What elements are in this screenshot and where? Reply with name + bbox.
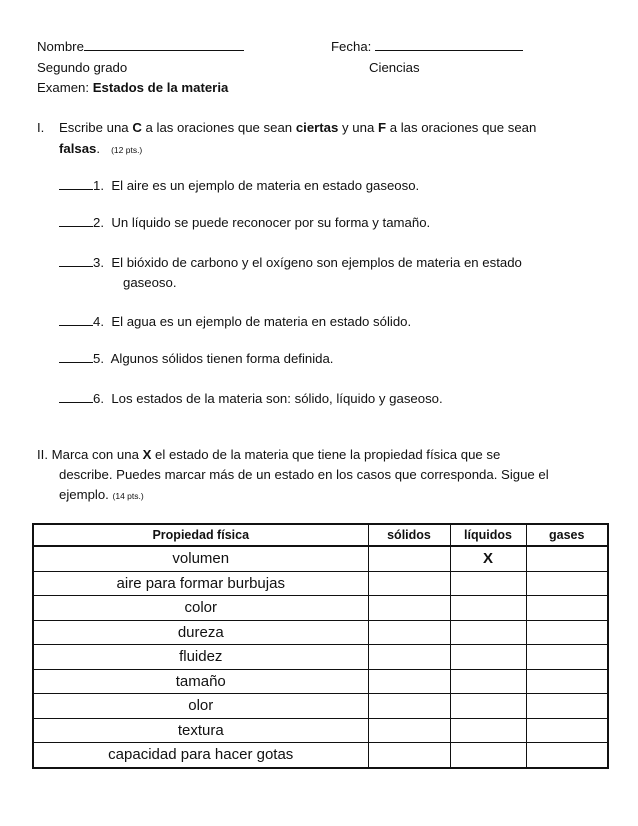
item-number: 5. [93, 351, 104, 366]
item-number: 1. [93, 178, 104, 193]
solidos-cell[interactable] [368, 546, 450, 571]
table-row [33, 620, 608, 645]
tf-item-1 [59, 177, 419, 194]
answer-blank-5[interactable] [59, 350, 93, 363]
nombre-field[interactable] [84, 38, 244, 51]
property-cell: volumen [33, 546, 368, 571]
property-cell: capacidad para hacer gotas [33, 743, 368, 768]
answer-blank-3[interactable] [59, 254, 93, 267]
item-number: 6. [93, 391, 104, 406]
gases-cell[interactable] [526, 718, 608, 743]
table-row [33, 669, 608, 694]
table-row [33, 694, 608, 719]
examen-titulo: Estados de la materia [92, 80, 229, 95]
gases-cell[interactable] [526, 571, 608, 596]
section1-points: (12 pts.) [111, 145, 143, 155]
fecha-label: Fecha: [331, 39, 372, 54]
section1-numeral: I. [37, 120, 45, 135]
solidos-cell[interactable] [368, 645, 450, 670]
property-cell: fluidez [33, 645, 368, 670]
examen-line [37, 79, 228, 96]
instr-c: C [132, 120, 142, 135]
instr-text: y una [342, 120, 375, 135]
fecha-line [331, 38, 523, 55]
fecha-field[interactable] [375, 38, 523, 51]
col-header-gases: gases [526, 524, 608, 546]
table-row [33, 743, 608, 768]
gases-cell[interactable] [526, 645, 608, 670]
item-text: El aire es un ejemplo de materia en estado gaseoso. [111, 178, 420, 193]
gases-cell[interactable] [526, 546, 608, 571]
liquidos-cell[interactable] [450, 694, 526, 719]
instr-dot: . [96, 141, 101, 156]
solidos-cell[interactable] [368, 694, 450, 719]
solidos-cell[interactable] [368, 620, 450, 645]
instr-text: a las oraciones que sean [389, 120, 537, 135]
gases-cell[interactable] [526, 743, 608, 768]
tf-item-3-cont: gaseoso. [123, 275, 177, 290]
materia: Ciencias [369, 60, 420, 75]
table-row [33, 571, 608, 596]
answer-blank-1[interactable] [59, 177, 93, 190]
gases-cell[interactable] [526, 596, 608, 621]
item-text: El agua es un ejemplo de materia en estado sólido. [111, 314, 412, 329]
tf-item-6 [59, 390, 443, 407]
instr-text: Escribe una [59, 120, 129, 135]
section1-instructions-line2 [59, 140, 142, 159]
section1-instructions-line1 [59, 119, 536, 136]
properties-table [32, 523, 609, 769]
property-cell: textura [33, 718, 368, 743]
solidos-cell[interactable] [368, 718, 450, 743]
col-header-liquidos: líquidos [450, 524, 526, 546]
item-number: 3. [93, 255, 104, 270]
liquidos-cell[interactable] [450, 743, 526, 768]
item-text: Los estados de la materia son: sólido, líquido y gaseoso. [111, 391, 443, 406]
section2-line1 [37, 446, 500, 463]
tf-item-3 [59, 254, 522, 271]
liquidos-cell[interactable] [450, 596, 526, 621]
instr-ciertas: ciertas [295, 120, 339, 135]
liquidos-cell[interactable] [450, 571, 526, 596]
col-header-propiedad: Propiedad física [33, 524, 368, 546]
table-row [33, 596, 608, 621]
answer-blank-6[interactable] [59, 390, 93, 403]
answer-blank-4[interactable] [59, 313, 93, 326]
property-cell: aire para formar burbujas [33, 571, 368, 596]
nombre-label: Nombre [37, 39, 84, 54]
item-text: Algunos sólidos tienen forma definida. [110, 351, 334, 366]
tf-item-2 [59, 214, 430, 231]
gases-cell[interactable] [526, 694, 608, 719]
section2-line2: describe. Puedes marcar más de un estado en los casos que corresponda. Sigue el [59, 467, 549, 482]
instr-x: X [142, 447, 152, 462]
grado: Segundo grado [37, 60, 128, 75]
tf-item-4 [59, 313, 411, 330]
table-row [33, 645, 608, 670]
examen-label: Examen: [37, 80, 90, 95]
tf-item-5 [59, 350, 333, 367]
instr-f: F [377, 120, 387, 135]
gases-cell[interactable] [526, 620, 608, 645]
liquidos-cell[interactable] [450, 645, 526, 670]
solidos-cell[interactable] [368, 571, 450, 596]
property-cell: tamaño [33, 669, 368, 694]
liquidos-cell[interactable] [450, 718, 526, 743]
col-header-solidos: sólidos [368, 524, 450, 546]
item-number: 4. [93, 314, 104, 329]
solidos-cell[interactable] [368, 669, 450, 694]
instr-text: ejemplo. [59, 487, 109, 502]
item-number: 2. [93, 215, 104, 230]
property-cell: color [33, 596, 368, 621]
section2-numeral: II. [37, 447, 48, 462]
property-cell: dureza [33, 620, 368, 645]
instr-text: a las oraciones que sean [145, 120, 293, 135]
instr-text: Marca con una [51, 447, 139, 462]
section2-points: (14 pts.) [112, 491, 144, 501]
solidos-cell[interactable] [368, 596, 450, 621]
table-header-row [33, 524, 608, 546]
property-cell: olor [33, 694, 368, 719]
item-text: El bióxido de carbono y el oxígeno son ejemplos de materia en estado [111, 255, 522, 270]
liquidos-cell[interactable]: X [450, 546, 526, 571]
table-row [33, 718, 608, 743]
instr-falsas: falsas [59, 141, 97, 156]
section2-line3 [59, 486, 144, 505]
solidos-cell[interactable] [368, 743, 450, 768]
liquidos-cell[interactable] [450, 669, 526, 694]
table-row [33, 546, 608, 571]
nombre-line [37, 38, 244, 55]
liquidos-cell[interactable] [450, 620, 526, 645]
gases-cell[interactable] [526, 669, 608, 694]
answer-blank-2[interactable] [59, 214, 93, 227]
instr-text: el estado de la materia que tiene la propiedad física que se [155, 447, 501, 462]
item-text: Un líquido se puede reconocer por su forma y tamaño. [111, 215, 431, 230]
